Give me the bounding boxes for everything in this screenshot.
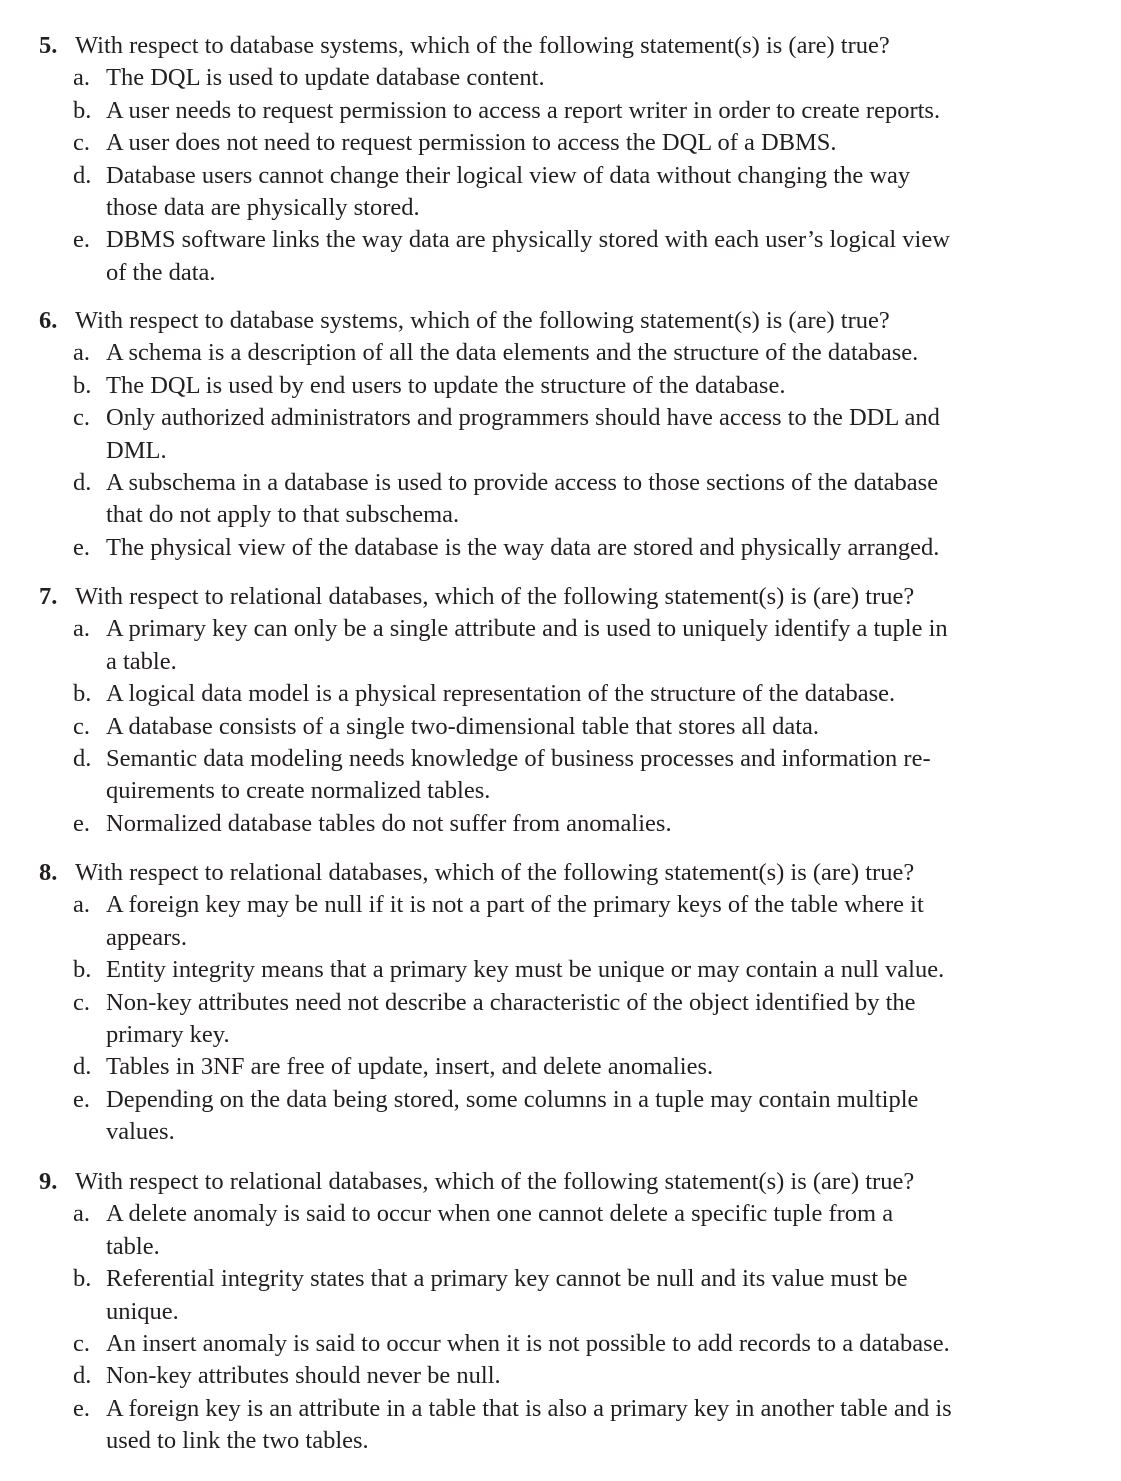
question-7 (0, 581, 1121, 840)
option-letter: c. (73, 129, 90, 157)
option-e (0, 224, 1121, 289)
option-letter: c. (73, 988, 90, 1016)
question-number: 9. (39, 1168, 58, 1195)
option-c (0, 711, 1121, 743)
option-text: Non-key attributes need not describe a characteristic of the object identified by the (106, 988, 916, 1016)
option-a (0, 337, 1121, 369)
question-text: With respect to relational databases, which of the following statement(s) is (are) true? (75, 1168, 915, 1195)
option-c (0, 987, 1121, 1052)
question-number: 5. (39, 32, 58, 59)
option-letter: a. (73, 1200, 90, 1228)
option-text: A subschema in a database is used to provide access to those sections of the database (106, 468, 939, 496)
question-number: 7. (39, 583, 58, 610)
option-b (0, 678, 1121, 710)
question-text: With respect to relational databases, which of the following statement(s) is (are) true? (75, 859, 915, 886)
option-letter: d. (73, 161, 92, 189)
option-text-continued: that do not apply to that subschema. (106, 501, 460, 529)
option-text-continued: appears. (106, 923, 187, 951)
option-text: A primary key can only be a single attribute and is used to uniquely identify a tuple in (106, 615, 948, 643)
option-letter: b. (73, 1265, 92, 1293)
option-text: The physical view of the database is the way data are stored and physically arranged. (106, 533, 940, 561)
option-a (0, 889, 1121, 954)
option-letter: e. (73, 1394, 90, 1422)
option-letter: d. (73, 468, 92, 496)
option-letter: e. (73, 226, 90, 254)
option-b (0, 954, 1121, 986)
option-letter: a. (73, 339, 90, 367)
option-letter: b. (73, 680, 92, 708)
option-text: Referential integrity states that a primary key cannot be null and its value must be (106, 1265, 908, 1293)
option-e (0, 1393, 1121, 1458)
option-letter: d. (73, 1053, 92, 1081)
option-text: An insert anomaly is said to occur when it is not possible to add records to a database. (106, 1329, 950, 1357)
option-letter: b. (73, 96, 92, 124)
option-a (0, 62, 1121, 94)
option-d (0, 467, 1121, 532)
option-b (0, 95, 1121, 127)
option-c (0, 1328, 1121, 1360)
option-c (0, 127, 1121, 159)
option-letter: e. (73, 809, 90, 837)
option-d (0, 1051, 1121, 1083)
option-text-continued: primary key. (106, 1020, 230, 1048)
option-letter: c. (73, 712, 90, 740)
option-text-continued: a table. (106, 647, 177, 675)
question-text: With respect to relational databases, which of the following statement(s) is (are) true? (75, 583, 915, 610)
option-text-continued: quirements to create normalized tables. (106, 777, 491, 805)
option-b (0, 370, 1121, 402)
option-a (0, 613, 1121, 678)
option-text: Semantic data modeling needs knowledge of business processes and information re- (106, 744, 931, 772)
option-text: A user needs to request permission to access a report writer in order to create reports. (106, 96, 941, 124)
question-text: With respect to database systems, which of the following statement(s) is (are) true? (75, 32, 890, 59)
option-letter: b. (73, 956, 92, 984)
option-letter: c. (73, 404, 90, 432)
option-letter: a. (73, 615, 90, 643)
option-a (0, 1198, 1121, 1263)
option-text: Normalized database tables do not suffer from anomalies. (106, 809, 672, 837)
option-letter: d. (73, 744, 92, 772)
question-5 (0, 30, 1121, 289)
option-text: The DQL is used by end users to update the structure of the database. (106, 371, 786, 399)
question-number: 8. (39, 859, 58, 886)
option-text: A foreign key is an attribute in a table that is also a primary key in another table and is (106, 1394, 952, 1422)
question-6 (0, 305, 1121, 564)
option-text: A foreign key may be null if it is not a part of the primary keys of the table where it (106, 891, 924, 919)
question-number: 6. (39, 307, 58, 334)
option-text: Tables in 3NF are free of update, insert, and delete anomalies. (106, 1053, 714, 1081)
option-text-continued: table. (106, 1232, 160, 1260)
question-8 (0, 857, 1121, 1149)
option-text: A schema is a description of all the data elements and the structure of the database. (106, 339, 919, 367)
option-text: DBMS software links the way data are physically stored with each user’s logical view (106, 226, 950, 254)
option-text: Database users cannot change their logical view of data without changing the way (106, 161, 911, 189)
option-text: A database consists of a single two-dimensional table that stores all data. (106, 712, 820, 740)
option-text-continued: DML. (106, 436, 167, 464)
option-e (0, 532, 1121, 564)
option-e (0, 1084, 1121, 1149)
option-b (0, 1263, 1121, 1328)
question-text: With respect to database systems, which of the following statement(s) is (are) true? (75, 307, 890, 334)
option-text: A logical data model is a physical representation of the structure of the database. (106, 680, 896, 708)
option-d (0, 743, 1121, 808)
option-letter: c. (73, 1329, 90, 1357)
option-text-continued: values. (106, 1118, 175, 1146)
option-text: Only authorized administrators and programmers should have access to the DDL and (106, 404, 940, 432)
question-9 (0, 1166, 1121, 1458)
option-text: The DQL is used to update database content. (106, 64, 545, 92)
option-text-continued: used to link the two tables. (106, 1427, 369, 1455)
option-text: Non-key attributes should never be null. (106, 1362, 501, 1390)
option-letter: b. (73, 371, 92, 399)
option-e (0, 808, 1121, 840)
option-text: Depending on the data being stored, some columns in a tuple may contain multiple (106, 1085, 919, 1113)
option-letter: d. (73, 1362, 92, 1390)
option-c (0, 402, 1121, 467)
option-text: Entity integrity means that a primary key must be unique or may contain a null value. (106, 956, 945, 984)
option-letter: e. (73, 533, 90, 561)
option-text: A delete anomaly is said to occur when one cannot delete a specific tuple from a (106, 1200, 894, 1228)
option-text-continued: of the data. (106, 258, 216, 286)
option-letter: e. (73, 1085, 90, 1113)
option-text: A user does not need to request permission to access the DQL of a DBMS. (106, 129, 837, 157)
option-d (0, 1360, 1121, 1392)
option-text-continued: those data are physically stored. (106, 193, 420, 221)
option-letter: a. (73, 891, 90, 919)
option-d (0, 160, 1121, 225)
option-text-continued: unique. (106, 1297, 179, 1325)
option-letter: a. (73, 64, 90, 92)
